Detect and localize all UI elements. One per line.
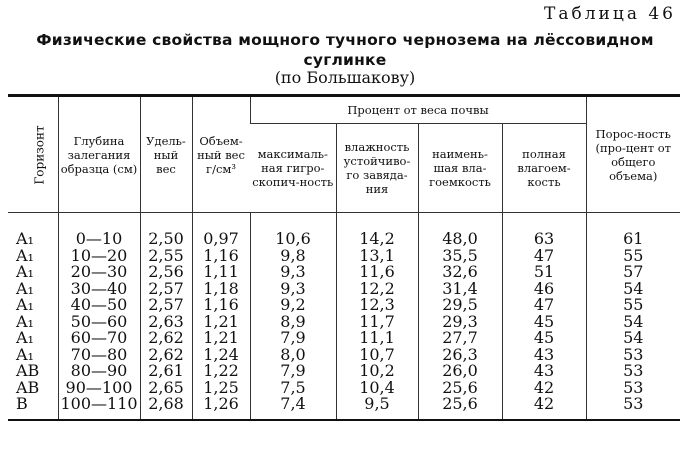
max-hygroscopicity-cell: 9,3: [250, 264, 336, 281]
depth-cell: 40—50: [58, 297, 140, 314]
wilting-moisture-cell: 12,3: [336, 297, 418, 314]
full-capacity-cell: 47: [502, 248, 586, 265]
porosity-cell: 57: [586, 264, 680, 281]
wilting-moisture-cell: 11,6: [336, 264, 418, 281]
bulk-density-cell: 1,11: [192, 264, 250, 281]
full-capacity-cell: 47: [502, 297, 586, 314]
column-header-horizon: [8, 96, 58, 213]
min-capacity-cell: 27,7: [418, 330, 502, 347]
max-hygroscopicity-cell: 7,9: [250, 363, 336, 380]
full-capacity-cell: 63: [502, 231, 586, 248]
wilting-moisture-cell: 12,2: [336, 281, 418, 298]
column-group-header-percent: Процент от веса почвы: [250, 96, 586, 124]
wilting-moisture-cell: 13,1: [336, 248, 418, 265]
full-capacity-cell: 46: [502, 281, 586, 298]
depth-cell: 100—110: [58, 396, 140, 413]
porosity-cell: 61: [586, 231, 680, 248]
min-capacity-cell: 25,6: [418, 396, 502, 413]
porosity-cell: 54: [586, 314, 680, 331]
bulk-density-cell: 1,18: [192, 281, 250, 298]
wilting-moisture-cell: 10,7: [336, 347, 418, 364]
specific-weight-cell: 2,63: [140, 314, 192, 331]
porosity-cell: 55: [586, 248, 680, 265]
bulk-density-cell: 1,22: [192, 363, 250, 380]
specific-weight-cell: 2,57: [140, 297, 192, 314]
table-body: [8, 213, 680, 420]
wilting-moisture-cell: 11,1: [336, 330, 418, 347]
porosity-cell: 53: [586, 363, 680, 380]
depth-cell: 0—10: [58, 231, 140, 248]
porosity-cell: 53: [586, 396, 680, 413]
wilting-moisture-cell: 14,2: [336, 231, 418, 248]
depth-cell: 20—30: [58, 264, 140, 281]
bulk-density-cell: 1,26: [192, 396, 250, 413]
table-title-line-2: суглинке: [303, 51, 387, 69]
max-hygroscopicity-cell: 8,0: [250, 347, 336, 364]
bulk-density-cell: 1,21: [192, 330, 250, 347]
full-capacity-cell: 42: [502, 380, 586, 397]
horizon-cell: AB: [16, 361, 40, 380]
specific-weight-cell: 2,65: [140, 380, 192, 397]
depth-cell: 60—70: [58, 330, 140, 347]
depth-cell: 70—80: [58, 347, 140, 364]
min-capacity-cell: 35,5: [418, 248, 502, 265]
min-capacity-cell: 32,6: [418, 264, 502, 281]
porosity-cell: 53: [586, 380, 680, 397]
max-hygroscopicity-cell: 7,5: [250, 380, 336, 397]
full-capacity-cell: 43: [502, 347, 586, 364]
horizon-cell: A₁: [16, 262, 34, 281]
table-row: [8, 396, 680, 413]
column-header-full-capacity: полная влагоем-кость: [502, 124, 586, 213]
porosity-cell: 53: [586, 347, 680, 364]
bulk-density-cell: 1,16: [192, 248, 250, 265]
depth-cell: 80—90: [58, 363, 140, 380]
horizon-cell: A₁: [16, 328, 34, 347]
bulk-density-cell: 1,16: [192, 297, 250, 314]
full-capacity-cell: 42: [502, 396, 586, 413]
soil-properties-table: [8, 94, 680, 421]
min-capacity-cell: 25,6: [418, 380, 502, 397]
min-capacity-cell: 29,5: [418, 297, 502, 314]
horizon-cell: A₁: [16, 278, 34, 298]
column-header-max-hygroscopicity: максималь-ная гигро-скопич-ность: [250, 124, 336, 213]
column-header-depth: Глубина залегания образца (см): [58, 96, 140, 213]
column-header-porosity: Порос-ность (про-цент от общего объема): [586, 96, 680, 213]
horizon-cell: AB: [16, 377, 40, 397]
column-header-horizon-label: Горизонт: [32, 124, 47, 185]
specific-weight-cell: 2,68: [140, 396, 192, 413]
depth-cell: 10—20: [58, 248, 140, 265]
porosity-cell: 54: [586, 281, 680, 298]
max-hygroscopicity-cell: 8,9: [250, 314, 336, 331]
bulk-density-cell: 1,21: [192, 314, 250, 331]
specific-weight-cell: 2,61: [140, 363, 192, 380]
depth-cell: 90—100: [58, 380, 140, 397]
wilting-moisture-cell: 10,2: [336, 363, 418, 380]
specific-weight-cell: 2,62: [140, 330, 192, 347]
max-hygroscopicity-cell: 9,3: [250, 281, 336, 298]
specific-weight-cell: 2,50: [140, 231, 192, 248]
table-source-subtitle: (по Большакову): [274, 68, 416, 87]
max-hygroscopicity-cell: 7,9: [250, 330, 336, 347]
column-header-min-capacity: наимень-шая вла-гоемкость: [418, 124, 502, 213]
column-header-specific-weight: Удель-ный вес: [140, 96, 192, 213]
full-capacity-cell: 51: [502, 264, 586, 281]
wilting-moisture-cell: 10,4: [336, 380, 418, 397]
bulk-density-cell: 1,24: [192, 347, 250, 364]
horizon-cell: A₁: [16, 245, 34, 265]
specific-weight-cell: 2,57: [140, 281, 192, 298]
bulk-density-cell: 1,25: [192, 380, 250, 397]
min-capacity-cell: 31,4: [418, 281, 502, 298]
horizon-cell: B: [16, 394, 28, 413]
wilting-moisture-cell: 11,7: [336, 314, 418, 331]
specific-weight-cell: 2,56: [140, 264, 192, 281]
full-capacity-cell: 43: [502, 363, 586, 380]
column-header-wilting-moisture: влажность устойчиво-го завяда-ния: [336, 124, 418, 213]
porosity-cell: 55: [586, 297, 680, 314]
max-hygroscopicity-cell: 9,8: [250, 248, 336, 265]
table-title-line-1: Физические свойства мощного тучного чернозема на лёссовидном: [36, 31, 654, 49]
column-header-bulk-density: Объем-ный вес г/см³: [192, 96, 250, 213]
table-end-padding-row: [8, 413, 680, 420]
min-capacity-cell: 26,3: [418, 347, 502, 364]
depth-cell: 50—60: [58, 314, 140, 331]
max-hygroscopicity-cell: 7,4: [250, 396, 336, 413]
horizon-cell: A₁: [16, 295, 34, 314]
bulk-density-cell: 0,97: [192, 231, 250, 248]
depth-cell: 30—40: [58, 281, 140, 298]
specific-weight-cell: 2,62: [140, 347, 192, 364]
full-capacity-cell: 45: [502, 330, 586, 347]
full-capacity-cell: 45: [502, 314, 586, 331]
table-number-label: Таблица 46: [544, 4, 676, 24]
wilting-moisture-cell: 9,5: [336, 396, 418, 413]
porosity-cell: 54: [586, 330, 680, 347]
min-capacity-cell: 29,3: [418, 314, 502, 331]
horizon-cell: A₁: [16, 344, 34, 364]
min-capacity-cell: 26,0: [418, 363, 502, 380]
horizon-cell: A₁: [16, 229, 34, 248]
horizon-cell: A₁: [16, 311, 34, 331]
min-capacity-cell: 48,0: [418, 231, 502, 248]
max-hygroscopicity-cell: 10,6: [250, 231, 336, 248]
specific-weight-cell: 2,55: [140, 248, 192, 265]
max-hygroscopicity-cell: 9,2: [250, 297, 336, 314]
